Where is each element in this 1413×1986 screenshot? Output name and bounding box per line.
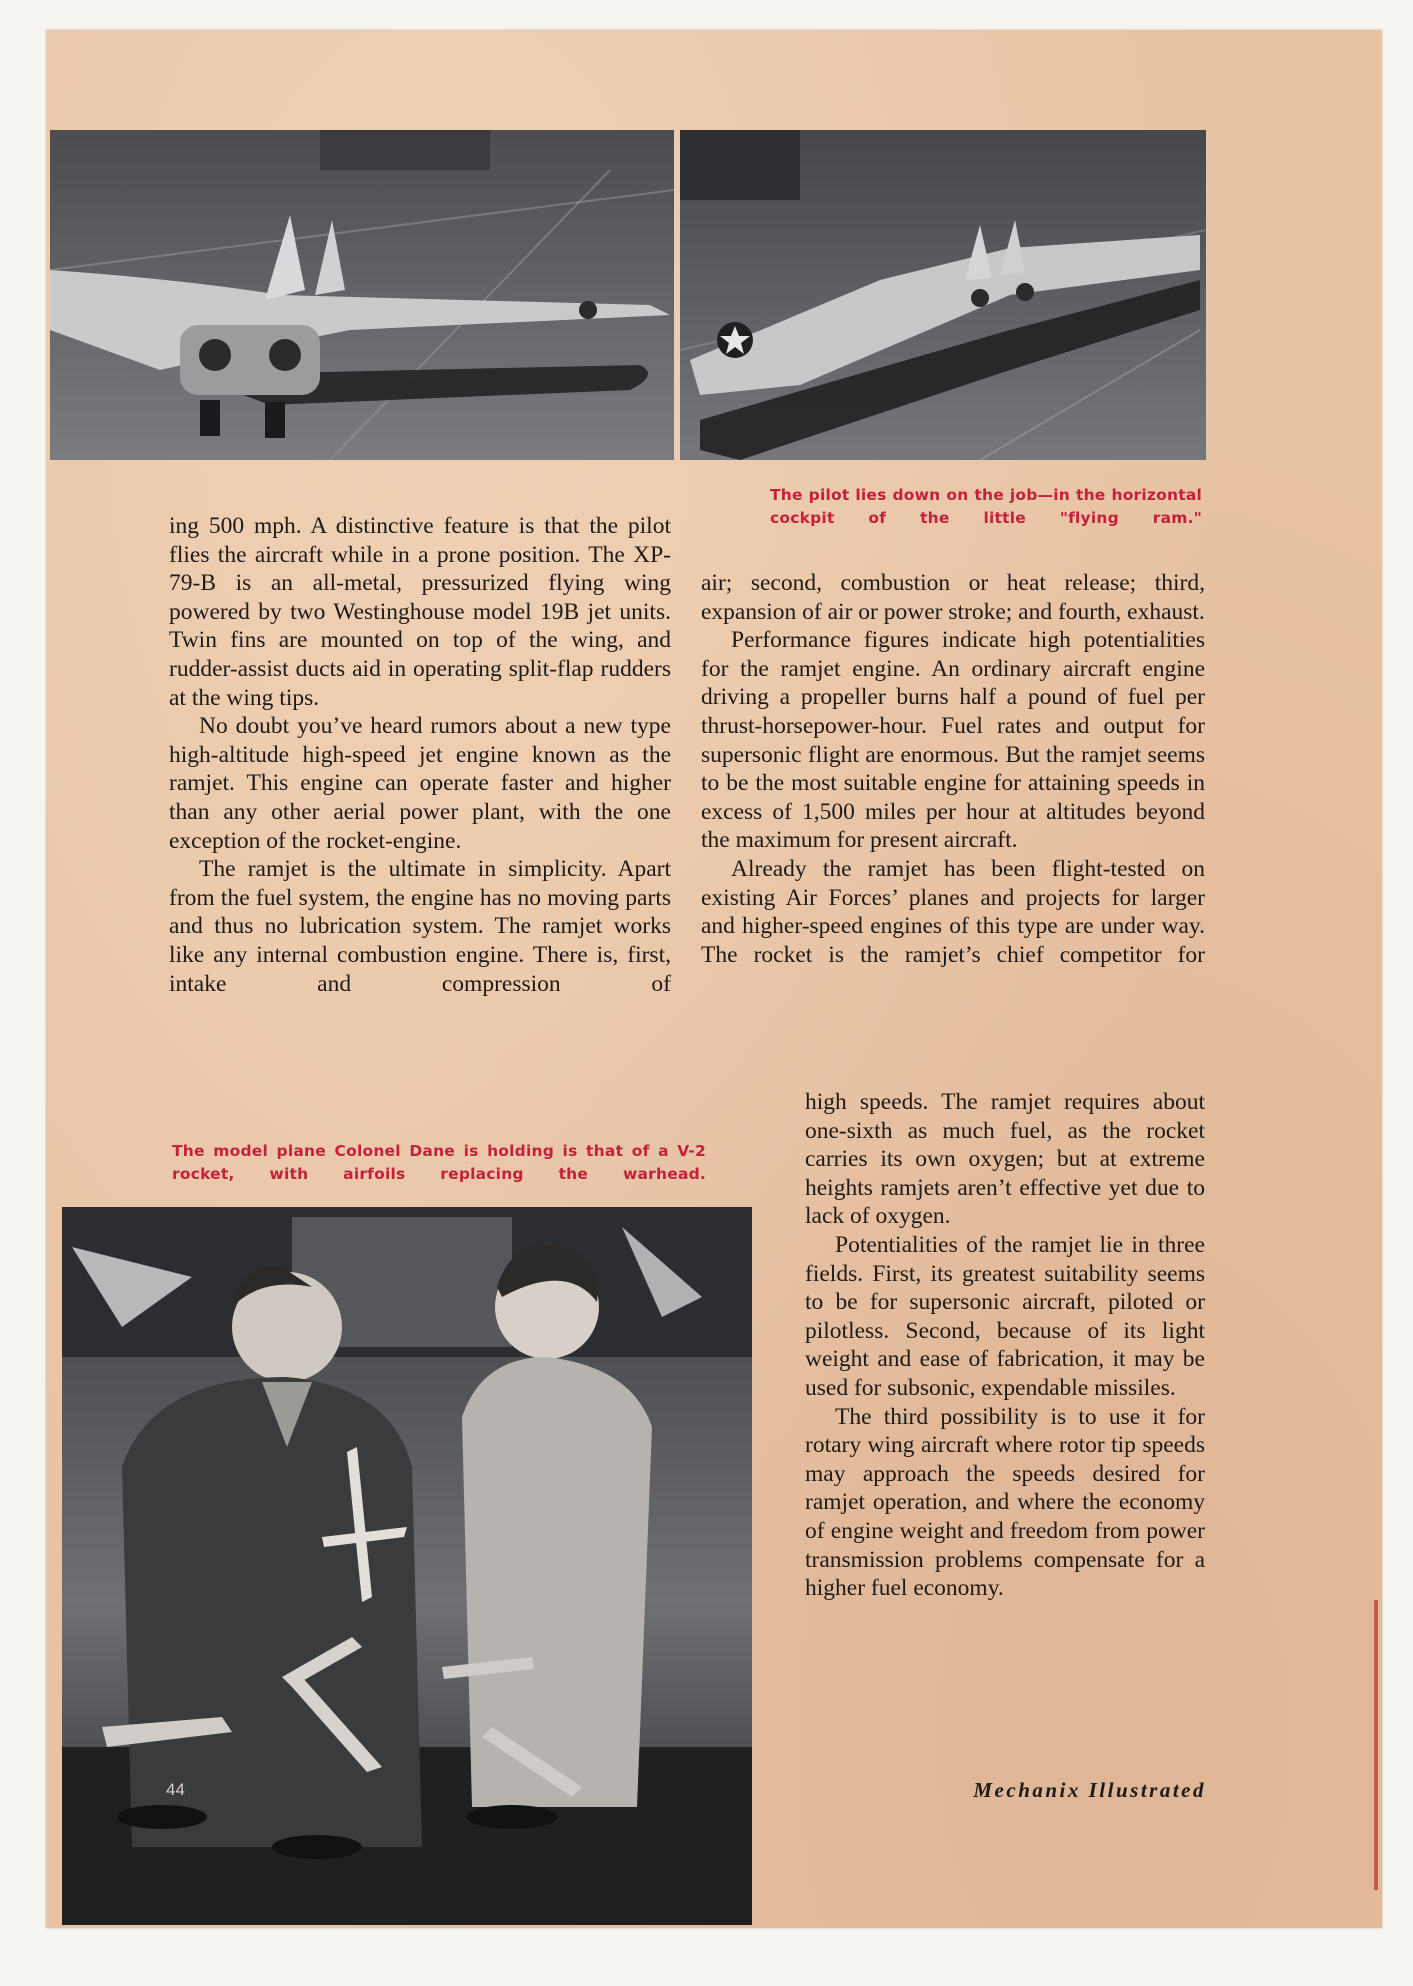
paragraph: The ramjet is the ultimate in simplicity. Apart from the fuel system, the engine has no moving parts and thus no lubrication system. The ramjet works like any internal combustion engine. There is, first, intake and compression of <box>169 856 671 997</box>
paragraph: Already the ramjet has been flight-tested on existing Air Forces’ planes and projects for larger and higher-speed engines of this type are under way. The rocket is the ramjet’s chief competitor for <box>701 855 1205 968</box>
photo-flying-wing-rear <box>680 130 1206 460</box>
paragraph: The third possibility is to use it for rotary wing aircraft where rotor tip speeds may approach the speeds desired for ramjet operation, and where the economy of engine weight and freedom from power transmission problems compensate for a higher fuel economy. <box>805 1403 1205 1602</box>
publication-footer: Mechanix Illustrated <box>973 1778 1206 1802</box>
article-column-left <box>169 512 671 998</box>
article-column-right-narrow <box>805 1088 1205 1603</box>
paragraph: ing 500 mph. A distinctive feature is that the pilot flies the aircraft while in a prone position. The XP-79-B is an all-metal, pressurized flying wing powered by two Westinghouse model 19B jet units. Twin fins are mounted on top of the wing, and rudder-assist ducts aid in operating split-flap rudders at the wing tips. <box>169 513 671 711</box>
page-number: 44 <box>166 1780 185 1799</box>
paragraph: Performance figures indicate high potentialities for the ramjet engine. An ordinary aircraft engine driving a propeller burns half a pound of fuel per thrust-horsepower-hour. Fuel rates and output for supersonic flight are enormous. But the ramjet seems to be the most suitable engine for attaining speeds in excess of 1,500 miles per hour at altitudes beyond the maximum for present aircraft. <box>701 627 1205 854</box>
paragraph: high speeds. The ramjet requires about one-sixth as much fuel, as the rocket carries its own oxygen; but at extreme heights ramjets aren’t effective yet due to lack of oxygen. <box>805 1089 1205 1230</box>
photo-officers-with-models <box>62 1207 752 1925</box>
paragraph: No doubt you’ve heard rumors about a new type high-altitude high-speed jet engine known as the ramjet. This engine can operate faster and higher than any other aerial power plant, with the one exception of the rocket-engine. <box>169 713 671 854</box>
article-column-right <box>701 569 1205 969</box>
photo-caption-bottom: The model plane Colonel Dane is holding is that of a V-2 rocket, with airfoils replacing the warhead. <box>172 1142 706 1183</box>
page-edge-stain <box>1374 1600 1378 1890</box>
paragraph: Potentialities of the ramjet lie in three fields. First, its greatest suitability seems to be for supersonic aircraft, piloted or pilotless. Second, because of its light weight and ease of fabrication, it may be used for subsonic, expendable missiles. <box>805 1231 1205 1401</box>
photo-caption-top: The pilot lies down on the job—in the horizontal cockpit of the little "flying ram." <box>770 486 1202 527</box>
paragraph: air; second, combustion or heat release; third, expansion of air or power stroke; and fourth, exhaust. <box>701 570 1205 625</box>
photo-flying-wing-front <box>50 130 674 460</box>
